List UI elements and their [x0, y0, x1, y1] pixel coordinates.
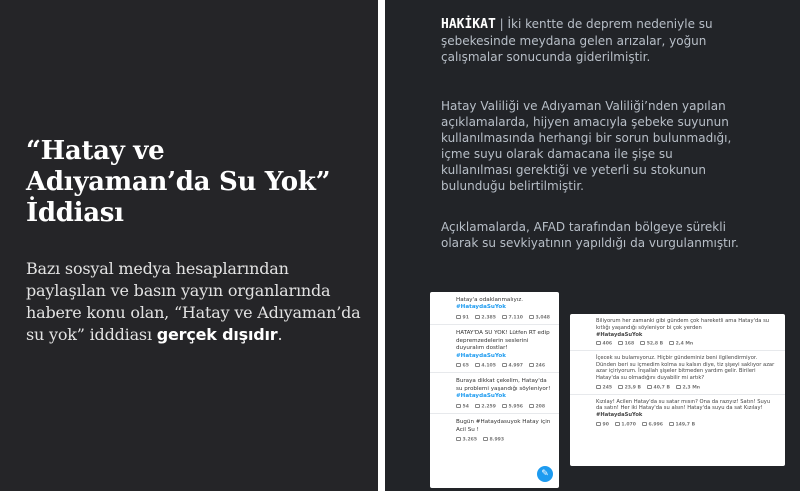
tweet-stats: 406 168 52,8 B 2,4 Mn: [596, 341, 777, 347]
views-icon: [529, 315, 534, 319]
fact-paragraph: HAKİKAT | İki kentte de deprem nedeniyle su şebekesinde meydana gelen arızalar, yoğun çalışmalar sonucunda giderilmiştir.: [441, 17, 713, 64]
fact-keyword: HAKİKAT: [441, 17, 496, 32]
reply-icon: [596, 422, 601, 426]
verdict-label: gerçek dışıdır: [156, 325, 278, 344]
tweet: Bugün #Hataydasuyok Hatay için Acil Su ! 3.265 8.993: [456, 419, 551, 443]
reply-icon: [596, 341, 601, 345]
lead-text: Bazı sosyal medya hesaplarından paylaşılan ve basın yayın organlarında habere konu olan, “Hatay ve Adıyaman’da su yok” idddiası gerçek dışıdır.: [26, 259, 361, 344]
tweet-stats: 65 4.105 4.997 246: [456, 363, 552, 369]
like-icon: [647, 385, 652, 389]
explanation-paragraph: Hatay Valiliği ve Adıyaman Valiliği’nden yapılan açıklamalarda, hijyen amacıyla şebeke suyunun kullanılmasında herhangi bir sorun bulunmadığı, içme suyu olarak damacana ile şişe su kullanılması gerektiği ve yeterli su stokunun bulunduğu belirtilmiştir.: [441, 99, 732, 193]
views-icon: [669, 341, 674, 345]
separator: [378, 0, 385, 491]
tweet-stats: 90 1.070 6.996 149,7 B: [596, 422, 777, 428]
like-icon: [483, 437, 488, 441]
tweet: Kızılay! Acilen Hatay'da su satar mısın? Ona da razıyız! Satın! Suyu da satın! Her iki Hatay'da su alsın! Hatay'da suyu da sat Kızılay! #HataydaSuYok 90 1.070 6.996 149,7 B: [570, 395, 785, 431]
like-icon: [502, 363, 507, 367]
like-icon: [642, 422, 647, 426]
like-icon: [502, 315, 507, 319]
reply-icon: [456, 315, 461, 319]
tweet-stats: 54 2.259 5.956 208: [456, 404, 552, 410]
reply-icon: [456, 363, 461, 367]
compose-tweet-icon: ✎: [537, 466, 553, 482]
retweet-icon: [456, 437, 461, 441]
tweet: HATAY'DA SU YOK! Lütfen RT edip depremzedelerin seslerini duyuralım dostlar! #HataydaSuYok 65 4.105 4.997 246: [430, 325, 559, 373]
tweet: Hatay'a odaklanmalıyız. #HataydaSuYok 91 2.385 7.110 3,048: [430, 292, 559, 325]
retweet-icon: [615, 422, 620, 426]
tweet: Biliyorum her zamanki gibi gündem çok hareketli ama Hatay'da su kıtlığı yaşandığı söyleniyor bi çok yerden #HataydaSuYok 406 168 52,8 B 2,4 Mn: [570, 314, 785, 351]
reply-icon: [596, 385, 601, 389]
tweet-stats: 91 2.385 7.110 3,048: [456, 315, 552, 321]
tweet-screenshot-left: [430, 292, 559, 488]
retweet-icon: [618, 385, 623, 389]
retweet-icon: [475, 315, 480, 319]
retweet-icon: [475, 363, 480, 367]
like-icon: [640, 341, 645, 345]
retweet-icon: [618, 341, 623, 345]
reply-icon: [456, 404, 461, 408]
afad-paragraph: Açıklamalarda, AFAD tarafından bölgeye sürekli olarak su sevkiyatının yapıldığı da vurgulanmıştır.: [441, 220, 739, 250]
views-icon: [669, 422, 674, 426]
views-icon: [676, 385, 681, 389]
page-title: “Hatay ve Adıyaman’da Su Yok” İddiası: [26, 136, 331, 228]
left-panel: [0, 0, 378, 491]
views-icon: [529, 404, 534, 408]
tweet: Buraya dikkat çekelim, Hatay'da su problemi yaşandığı söyleniyor! #HataydaSuYok 54 2.259 5.956 208: [430, 373, 559, 414]
tweet-screenshot-right: [570, 314, 785, 466]
like-icon: [502, 404, 507, 408]
retweet-icon: [475, 404, 480, 408]
tweet-stats: 245 23,9 B 40,7 B 2,3 Mn: [596, 385, 777, 391]
tweet: İçecek su bulamıyoruz. Hiçbir gündeminiz beni ilgilendirmiyor. Dünden beri su içmedim kolma su kalsın diye, tiz şişeyi saklıyor azar azar içiriyorum. İnşallah şişeler bitmeden yardım gelir. Birileri Hatay'da su olmadığını duyabilir mi artık? 245 23,9 B 40,7 B 2,3 Mn: [570, 351, 785, 395]
views-icon: [529, 363, 534, 367]
tweet-stats: 3.265 8.993: [456, 437, 552, 443]
